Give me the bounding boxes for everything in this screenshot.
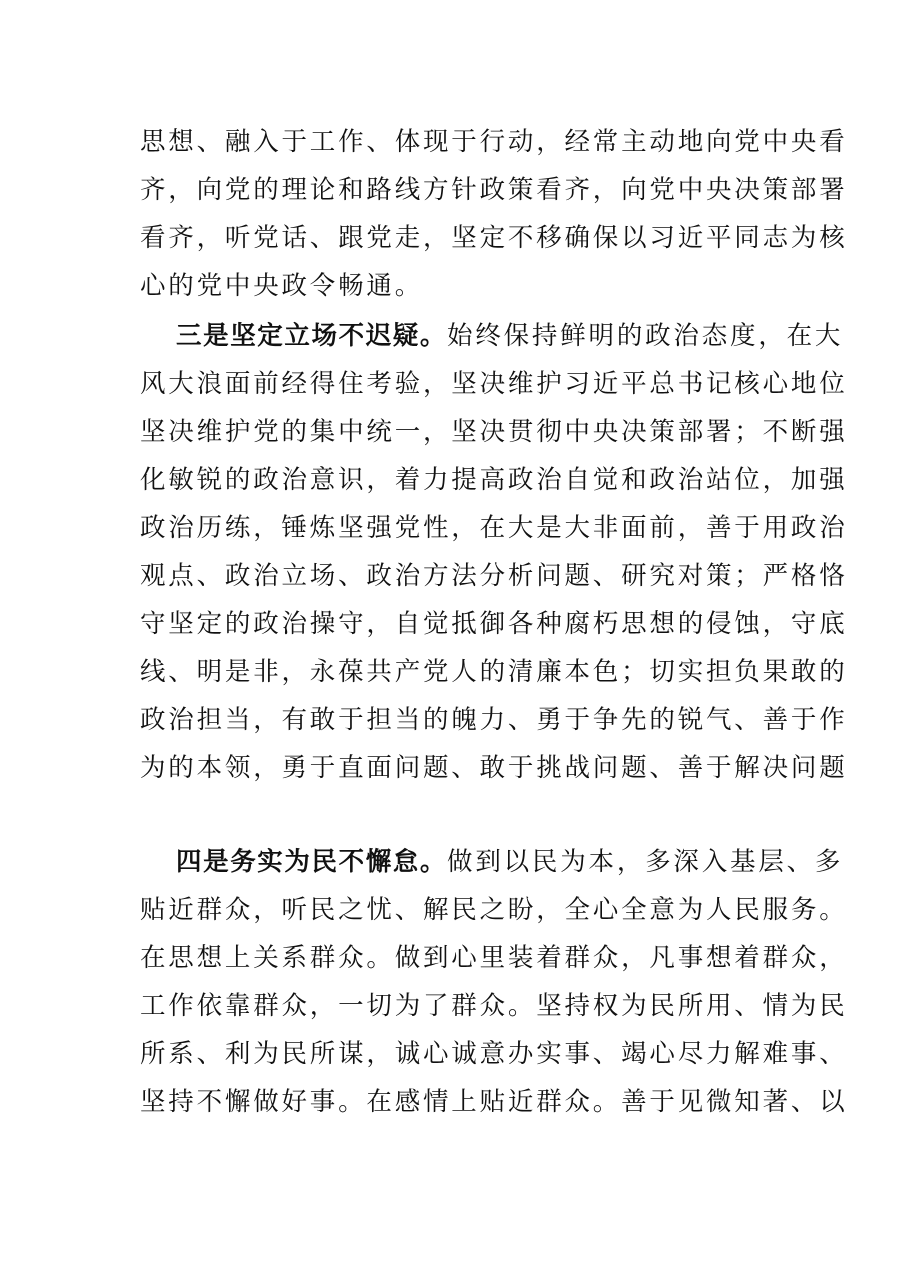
text-line: 化敏锐的政治意识，着力提高政治自觉和政治站位，加强 xyxy=(140,465,848,495)
text-line: 工作依靠群众，一切为了群众。坚持权为民所用、情为民 xyxy=(140,991,848,1021)
paragraph-heading: 四是务实为民不懈怠。 xyxy=(176,847,448,877)
text-line: 看齐，听党话、跟党走，坚定不移确保以习近平同志为核 xyxy=(140,223,848,253)
text-line: 为的本领，勇于直面问题、敢于挑战问题、善于解决问题 xyxy=(140,753,848,783)
text-line: 守坚定的政治操守，自觉抵御各种腐朽思想的侵蚀，守底 xyxy=(140,609,848,639)
paragraph-four xyxy=(140,838,848,1126)
text-line: 政治担当，有敢于担当的魄力、勇于争先的锐气、善于作 xyxy=(140,705,848,735)
text-line: 在思想上关系群众。做到心里装着群众，凡事想着群众， xyxy=(140,943,848,973)
text-line: 心的党中央政令畅通。 xyxy=(140,271,424,301)
text-line: 坚决维护党的集中统一，坚决贯彻中央决策部署；不断强 xyxy=(140,417,848,447)
text-line: 风大浪面前经得住考验，坚决维护习近平总书记核心地位 xyxy=(140,369,848,399)
text-line: 线、明是非，永葆共产党人的清廉本色；切实担负果敢的 xyxy=(140,657,848,687)
text-fragment: 始终保持鲜明的政治态度，在大 xyxy=(447,321,844,351)
text-line xyxy=(140,838,844,886)
text-line: 观点、政治立场、政治方法分析问题、研究对策；严格恪 xyxy=(140,561,848,591)
text-line: 贴近群众，听民之忧、解民之盼，全心全意为人民服务。 xyxy=(140,895,848,925)
text-line: 政治历练，锤炼坚强党性，在大是大非面前，善于用政治 xyxy=(140,513,848,543)
text-line: 所系、利为民所谋，诚心诚意办实事、竭心尽力解难事、 xyxy=(140,1039,848,1069)
text-line: 坚持不懈做好事。在感情上贴近群众。善于见微知著、以 xyxy=(140,1087,848,1117)
paragraph-continuation xyxy=(140,118,848,310)
paragraph-heading: 三是坚定立场不迟疑。 xyxy=(176,321,448,351)
text-line xyxy=(140,312,844,360)
text-line: 齐，向党的理论和路线方针政策看齐，向党中央决策部署 xyxy=(140,175,848,205)
paragraph-three xyxy=(140,312,848,792)
text-fragment: 做到以民为本，多深入基层、多 xyxy=(447,847,844,877)
text-line: 思想、融入于工作、体现于行动，经常主动地向党中央看 xyxy=(140,127,848,157)
